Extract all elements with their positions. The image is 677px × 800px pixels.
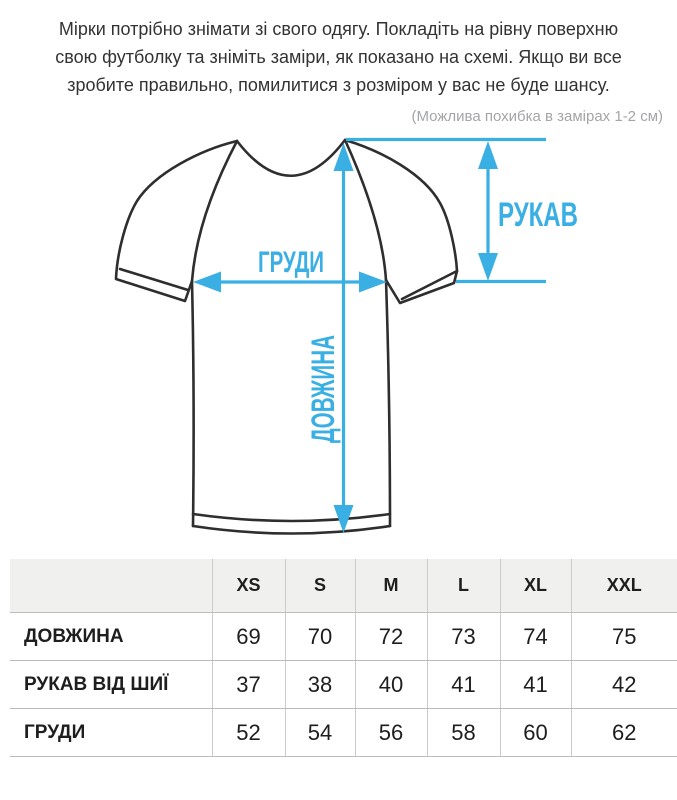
size-column-header-l: L — [427, 559, 500, 613]
size-value: 56 — [355, 709, 427, 757]
size-column-header-xs: XS — [212, 559, 285, 613]
sleeve-label: РУКАВ — [498, 196, 578, 234]
size-value: 70 — [285, 613, 355, 661]
tshirt-left-side — [192, 281, 194, 526]
tshirt-measurement-diagram — [0, 129, 677, 557]
size-value: 74 — [500, 613, 571, 661]
tshirt-left-cuff-seam — [120, 269, 188, 290]
table-row-sleeve — [10, 661, 677, 709]
tshirt-neckline — [237, 140, 345, 176]
table-row-chest — [10, 709, 677, 757]
chest-label: ГРУДИ — [258, 246, 324, 279]
size-column-header-xl: XL — [500, 559, 571, 613]
size-value: 42 — [571, 661, 677, 709]
tshirt-hem-bottom — [193, 526, 390, 534]
tshirt-right-raglan-seam — [345, 140, 386, 280]
size-value: 58 — [427, 709, 500, 757]
size-column-header-m: M — [355, 559, 427, 613]
arrowhead-down-icon — [478, 253, 498, 281]
arrowhead-up-icon — [334, 143, 354, 171]
row-label: ДОВЖИНА — [10, 613, 212, 661]
size-value: 40 — [355, 661, 427, 709]
size-value: 41 — [500, 661, 571, 709]
size-value: 60 — [500, 709, 571, 757]
length-label: ДОВЖИНА — [305, 275, 341, 443]
row-label: ГРУДИ — [10, 709, 212, 757]
tshirt-hem-seam — [193, 514, 390, 521]
size-value: 75 — [571, 613, 677, 661]
row-label: РУКАВ ВІД ШИЇ — [10, 661, 212, 709]
arrowhead-up-icon — [478, 141, 498, 169]
arrowhead-right-icon — [359, 272, 387, 293]
table-row-length — [10, 613, 677, 661]
tshirt-outline — [116, 140, 457, 534]
size-value: 73 — [427, 613, 500, 661]
intro-line: зробите правильно, помилитися з розміром у вас не буде шансу. — [67, 75, 610, 95]
size-table-corner-cell — [10, 559, 212, 613]
tolerance-note: (Можлива похибка в замірах 1-2 см) — [411, 108, 663, 125]
tshirt-left-raglan-seam — [192, 141, 237, 281]
size-value: 69 — [212, 613, 285, 661]
intro-text — [0, 0, 677, 99]
intro-line: Мірки потрібно знімати зі свого одягу. Покладіть на рівну поверхню — [58, 19, 619, 39]
size-column-header-s: S — [285, 559, 355, 613]
size-value: 62 — [571, 709, 677, 757]
size-column-header-xxl: XXL — [571, 559, 677, 613]
size-value: 41 — [427, 661, 500, 709]
size-value: 38 — [285, 661, 355, 709]
arrowhead-left-icon — [193, 272, 221, 293]
tshirt-right-side — [386, 280, 390, 526]
size-value: 54 — [285, 709, 355, 757]
size-value: 37 — [212, 661, 285, 709]
size-table-header-row — [10, 559, 677, 613]
intro-line: свою футболку та зніміть заміри, як показано на схемі. Якщо ви все — [55, 47, 622, 67]
size-value: 72 — [355, 613, 427, 661]
size-value: 52 — [212, 709, 285, 757]
size-table — [10, 559, 677, 757]
